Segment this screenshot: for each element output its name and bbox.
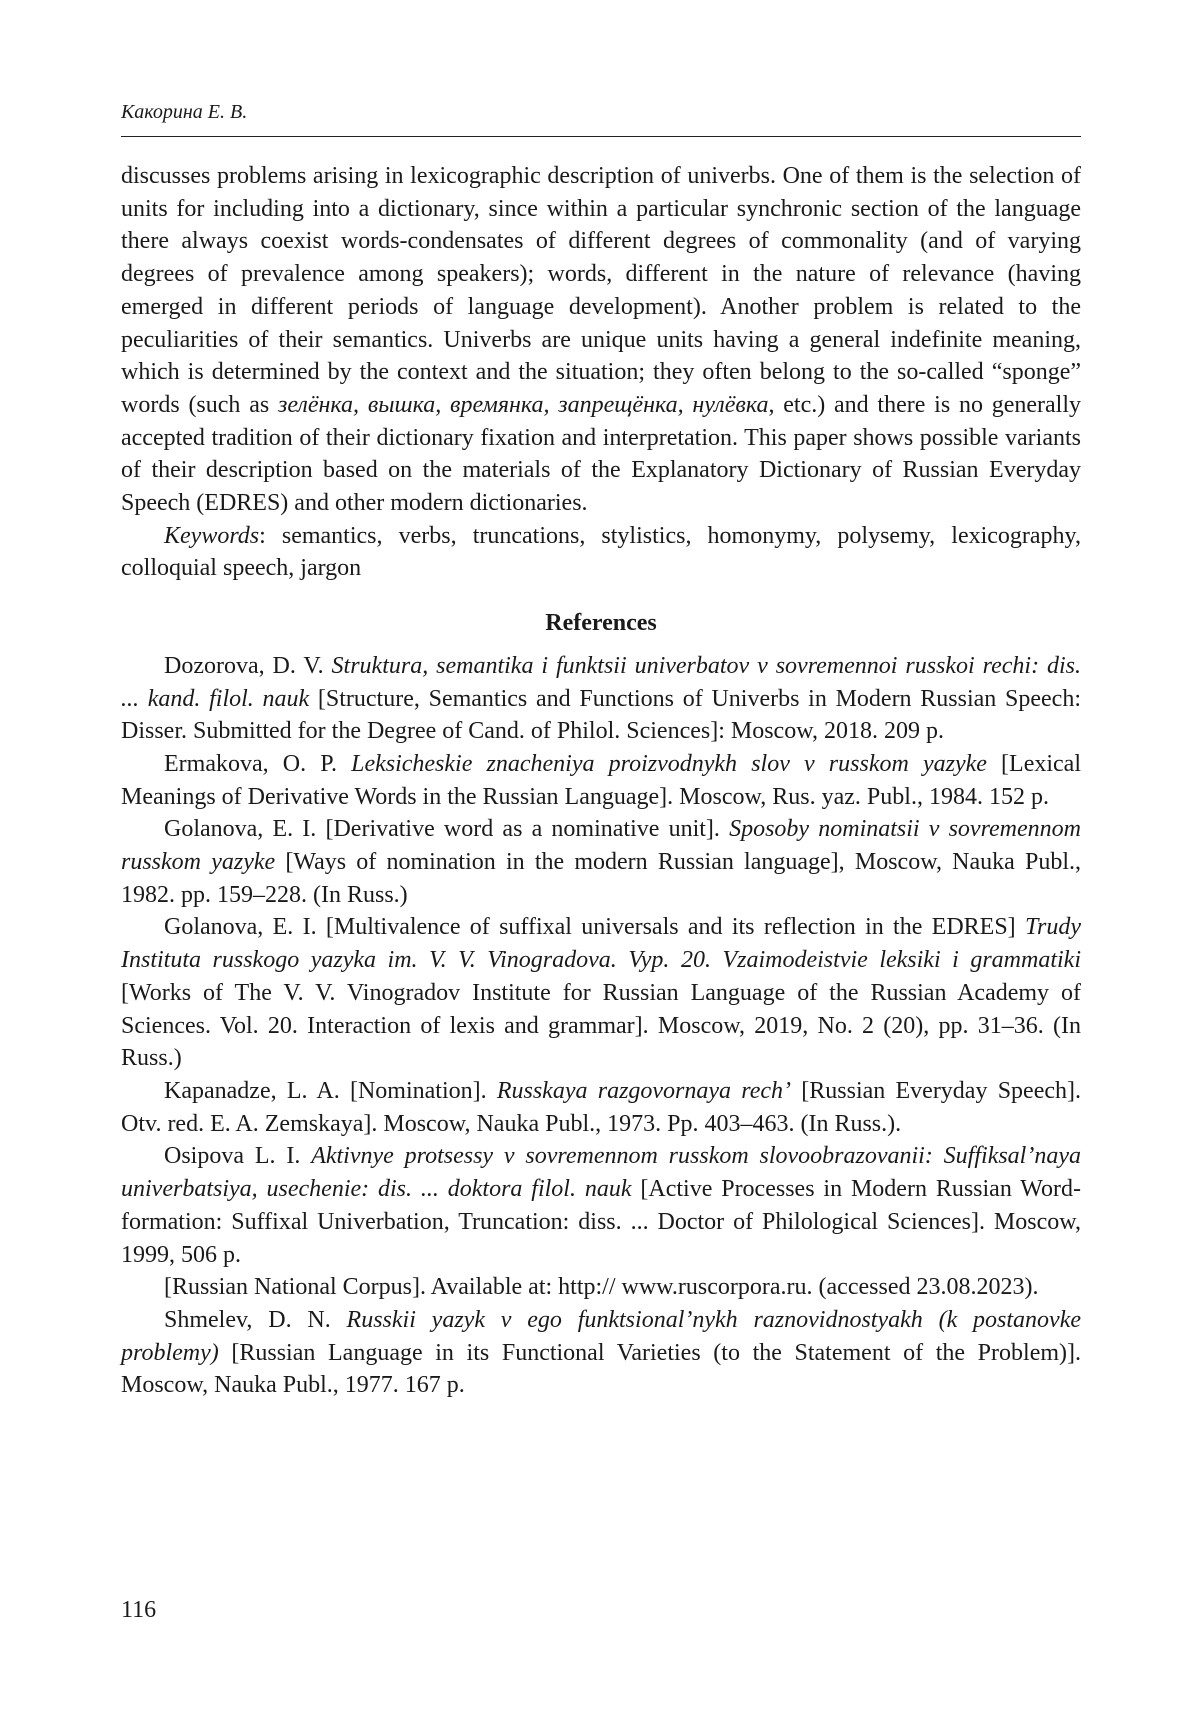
header-rule <box>121 136 1081 137</box>
reference-lead: [Russian National Corpus]. Available at: http:// www.ruscorpora.ru. (accessed 23.08.2023). <box>164 1274 1039 1301</box>
reference-lead: Golanova, E. I. [Derivative word as a nominative unit]. <box>164 816 730 843</box>
reference-lead: Kapanadze, L. A. [Nomination]. <box>164 1077 497 1104</box>
page-number: 116 <box>121 1597 157 1623</box>
keywords-paragraph <box>121 520 1081 585</box>
reference-title: Trudy Instituta russkogo yazyka im. V. V. Vinogradova. Vyp. 20. Vzaimodeistvie leksiki i grammatiki <box>121 914 1081 974</box>
reference-tail: [Structure, Semantics and Functions of Univerbs in Modern Russian Speech: Disser. Submitted for the Degree of Cand. of Philol. Sciences]: Moscow, 2018. 209 p. <box>121 685 1081 745</box>
reference-item <box>121 650 1081 748</box>
reference-tail: [Works of The V. V. Vinogradov Institute for Russian Language of the Russian Academy of Sciences. Vol. 20. Interaction of lexis and grammar]. Moscow, 2019, No. 2 (20), pp. 31–36. (In Russ.) <box>121 979 1081 1072</box>
reference-tail: [Russian Everyday Speech]. Otv. red. E. A. Zemskaya]. Moscow, Nauka Publ., 1973. Pp. 403–463. (In Russ.). <box>121 1077 1081 1137</box>
reference-lead: Golanova, E. I. [Multivalence of suffixal universals and its reflection in the EDRES] <box>164 914 1025 941</box>
reference-item <box>121 813 1081 911</box>
reference-lead: Dozorova, D. V. <box>164 652 332 679</box>
references-heading: References <box>545 610 657 637</box>
reference-title: Russkaya razgovornaya rech’ <box>496 1077 792 1104</box>
reference-title: Aktivnye protsessy v sovremennom russkom slovoobrazovanii: Suffiksal’naya univerbatsiya, usechenie: dis. ... doktora filol. nauk <box>121 1143 1081 1203</box>
page-content <box>121 160 1081 1402</box>
reference-lead: Ermakova, O. P. <box>164 750 352 777</box>
reference-item <box>121 1304 1081 1402</box>
page-header <box>121 100 1081 137</box>
reference-item <box>121 1075 1081 1140</box>
reference-lead: Osipova L. I. <box>164 1143 312 1170</box>
abstract-paragraph <box>121 160 1081 520</box>
reference-title: Struktura, semantika i funktsii univerbatov v sovremennoi russkoi rechi: dis. ... kand. filol. nauk <box>121 652 1081 712</box>
abstract-examples: зелёнка, вышка, времянка, запрещёнка, нулёвка <box>277 391 769 418</box>
abstract-text-part2: , etc.) and there is no generally accepted tradition of their dictionary fixation and interpretation. This paper shows possible variants of their description based on the materials of the Explanatory Dictionary of Russian Everyday Speech (EDRES) and other modern dictionaries. <box>121 391 1082 517</box>
keywords-text: : semantics, verbs, truncations, stylistics, homonymy, polysemy, lexicography, colloquial speech, jargon <box>121 522 1081 582</box>
reference-title: Russkii yazyk v ego funktsional’nykh raznovidnostyakh (k postanovke problemy) <box>121 1306 1082 1366</box>
reference-item <box>121 1271 1081 1304</box>
reference-item <box>121 911 1081 1075</box>
reference-title: Sposoby nominatsii v sovremennom russkom yazyke <box>121 816 1081 876</box>
reference-title: Leksicheskie znacheniya proizvodnykh slov v russkom yazyke <box>351 750 987 777</box>
reference-lead: Shmelev, D. N. <box>164 1306 347 1333</box>
reference-tail: [Ways of nomination in the modern Russian language], Moscow, Nauka Publ., 1982. pp. 159–228. (In Russ.) <box>121 849 1082 908</box>
reference-item <box>121 1140 1081 1271</box>
reference-tail: [Lexical Meanings of Derivative Words in the Russian Language]. Moscow, Rus. yaz. Publ., 1984. 152 p. <box>121 750 1081 810</box>
reference-tail: [Active Processes in Modern Russian Word-formation: Suffixal Univerbation, Truncation: diss. ... Doctor of Philological Sciences]. Moscow, 1999, 506 p. <box>121 1176 1081 1268</box>
reference-item <box>121 748 1081 813</box>
reference-tail: [Russian Language in its Functional Varieties (to the Statement of the Problem)]. Moscow, Nauka Publ., 1977. 167 p. <box>121 1339 1081 1399</box>
abstract-text-part1: discusses problems arising in lexicographic description of univerbs. One of them is the selection of units for including into a dictionary, since within a particular synchronic section of the language there always coexist words-condensates of different degrees of commonality (and of varying degrees of prevalence among speakers); words, different in the nature of relevance (having emerged in different periods of language development). Another problem is related to the peculiarities of their semantics. Univerbs are unique units having a general indefinite meaning, which is determined by the context and the situation; they often belong to the so-called “sponge” words (such as <box>121 163 1081 418</box>
keywords-label: Keywords <box>164 522 260 549</box>
running-head-author: Какорина Е. В. <box>121 101 248 123</box>
